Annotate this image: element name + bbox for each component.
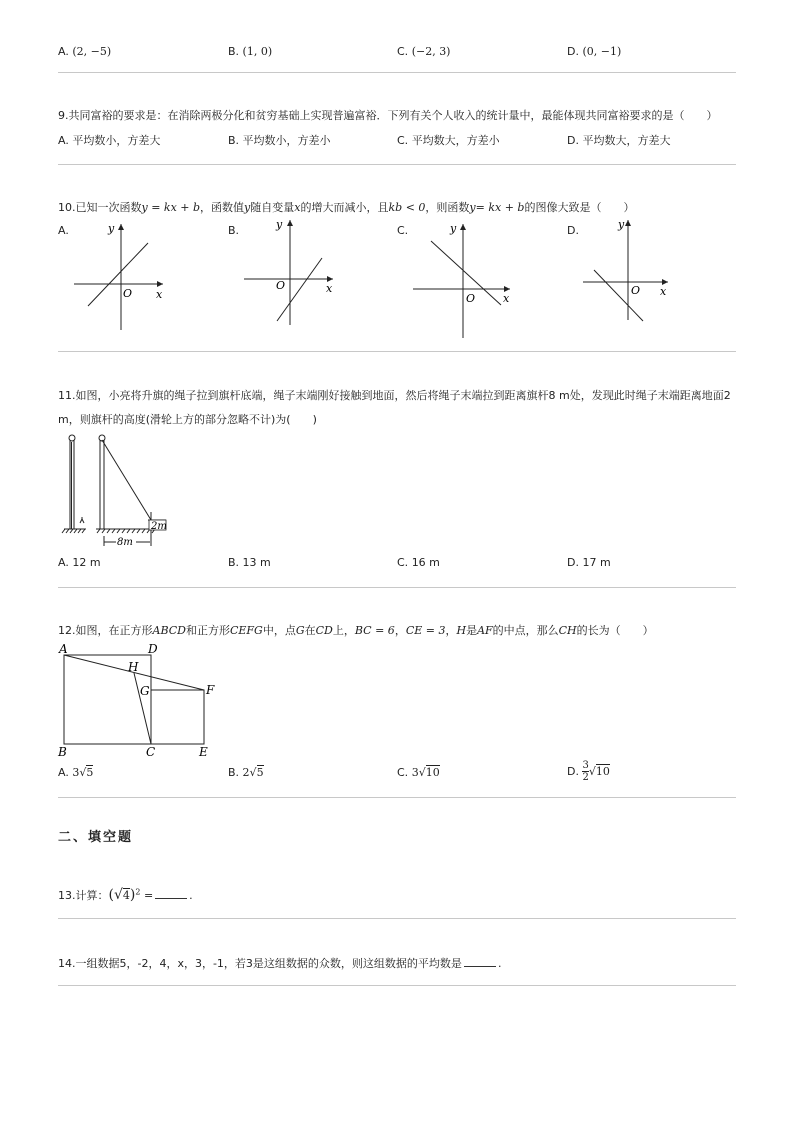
q10-graph-c: [413, 224, 510, 338]
q8-option-c: C. (−2, 3): [397, 45, 451, 58]
q13-stem: 13.计算：$(√4)^2$ = .: [58, 887, 193, 903]
section-title: 二、填空题: [58, 830, 134, 845]
q9-stem: 9.共同富裕的要求是：在消除两极分化和贫穷基础上实现普遍富裕．下列有关个人收入的统计量中，最能体现共同富裕要求的是（ ）: [58, 109, 718, 122]
q12-label-d: D: [148, 642, 158, 656]
q12-option-d: D. $\frac{3}{2}$ √10: [567, 760, 610, 783]
q11-option-c: C. 16 m: [397, 556, 440, 569]
q12-squares-figure: [55, 640, 225, 760]
q10-d-origin-label: O: [631, 284, 641, 297]
q10-a-origin-label: O: [123, 287, 133, 300]
q10-option-d-label: D.: [567, 224, 579, 237]
q10-option-a-label: A.: [58, 224, 69, 237]
q12-label-c: C: [146, 745, 156, 759]
q12-label-e: E: [199, 745, 208, 759]
divider: [58, 985, 736, 986]
q10-b-x-label: x: [326, 282, 333, 295]
q10-c-x-label: x: [503, 292, 510, 305]
q10-graph-a: [74, 224, 163, 330]
divider: [58, 918, 736, 919]
q8-option-d: D. (0, −1): [567, 45, 622, 58]
q11-label-8m: 8m: [117, 537, 133, 548]
q10-c-origin-label: O: [466, 292, 476, 305]
q8-option-b: B. (1, 0): [228, 45, 273, 58]
q10-b-y-label: y: [276, 218, 283, 231]
q9-option-d: D. 平均数大，方差大: [567, 134, 671, 147]
q10-a-x-label: x: [156, 288, 163, 301]
q14-answer-blank[interactable]: [464, 957, 496, 967]
q10-option-c-label: C.: [397, 224, 409, 237]
q10-c-y-label: y: [450, 222, 457, 235]
q11-option-b: B. 13 m: [228, 556, 271, 569]
q10-graph-b: [244, 220, 333, 325]
q9-option-b: B. 平均数小，方差小: [228, 134, 331, 147]
q12-label-b: B: [58, 745, 67, 759]
q12-label-a: A: [59, 642, 68, 656]
q12-option-b: B. 2√5: [228, 766, 264, 779]
q14-stem: 14.一组数据5，-2，4，x，3，-1，若3是这组数据的众数，则这组数据的平均数是 .: [58, 957, 502, 970]
divider: [58, 587, 736, 588]
q10-d-x-label: x: [660, 285, 667, 298]
q10-b-origin-label: O: [276, 279, 286, 292]
q12-label-h: H: [128, 660, 139, 674]
divider: [58, 351, 736, 352]
q11-stem-line1: 11.如图，小亮将升旗的绳子拉到旗杆底端，绳子末端刚好接触到地面，然后将绳子末端拉到距离旗杆8 m处，发现此时绳子末端距离地面2: [58, 389, 731, 402]
q12-stem: 12.如图，在正方形ABCD和正方形CEFG中，点G在CD上，BC = 6，CE = 3，H是AF的中点，那么CH的长为（ ）: [58, 624, 654, 637]
q11-flagpole-figure: [56, 430, 176, 550]
q12-label-g: G: [140, 684, 150, 698]
q11-option-a: A. 12 m: [58, 556, 101, 569]
q12-option-a: A. 3√5: [58, 766, 94, 779]
divider: [58, 797, 736, 798]
q10-graphs: [0, 0, 794, 360]
q11-label-2m: 2m: [151, 521, 167, 532]
q11-stem-line2: m，则旗杆的高度(滑轮上方的部分忽略不计)为( ): [58, 413, 317, 426]
q10-graph-d: [583, 220, 668, 321]
q11-option-d: D. 17 m: [567, 556, 611, 569]
q10-stem: 10.已知一次函数y = kx + b，函数值y随自变量x的增大而减小，且kb < 0，则函数y= kx + b的图像大致是（ ）: [58, 201, 635, 214]
q13-answer-blank[interactable]: [155, 889, 187, 899]
q8-option-a: A. (2, −5): [58, 45, 112, 58]
q12-option-c: C. 3√10: [397, 766, 440, 779]
q10-a-y-label: y: [108, 222, 115, 235]
q10-option-b-label: B.: [228, 224, 240, 237]
q12-label-f: F: [206, 683, 215, 697]
q10-d-y-label: y: [618, 218, 625, 231]
q9-option-c: C. 平均数大，方差小: [397, 134, 500, 147]
q9-option-a: A. 平均数小，方差大: [58, 134, 161, 147]
